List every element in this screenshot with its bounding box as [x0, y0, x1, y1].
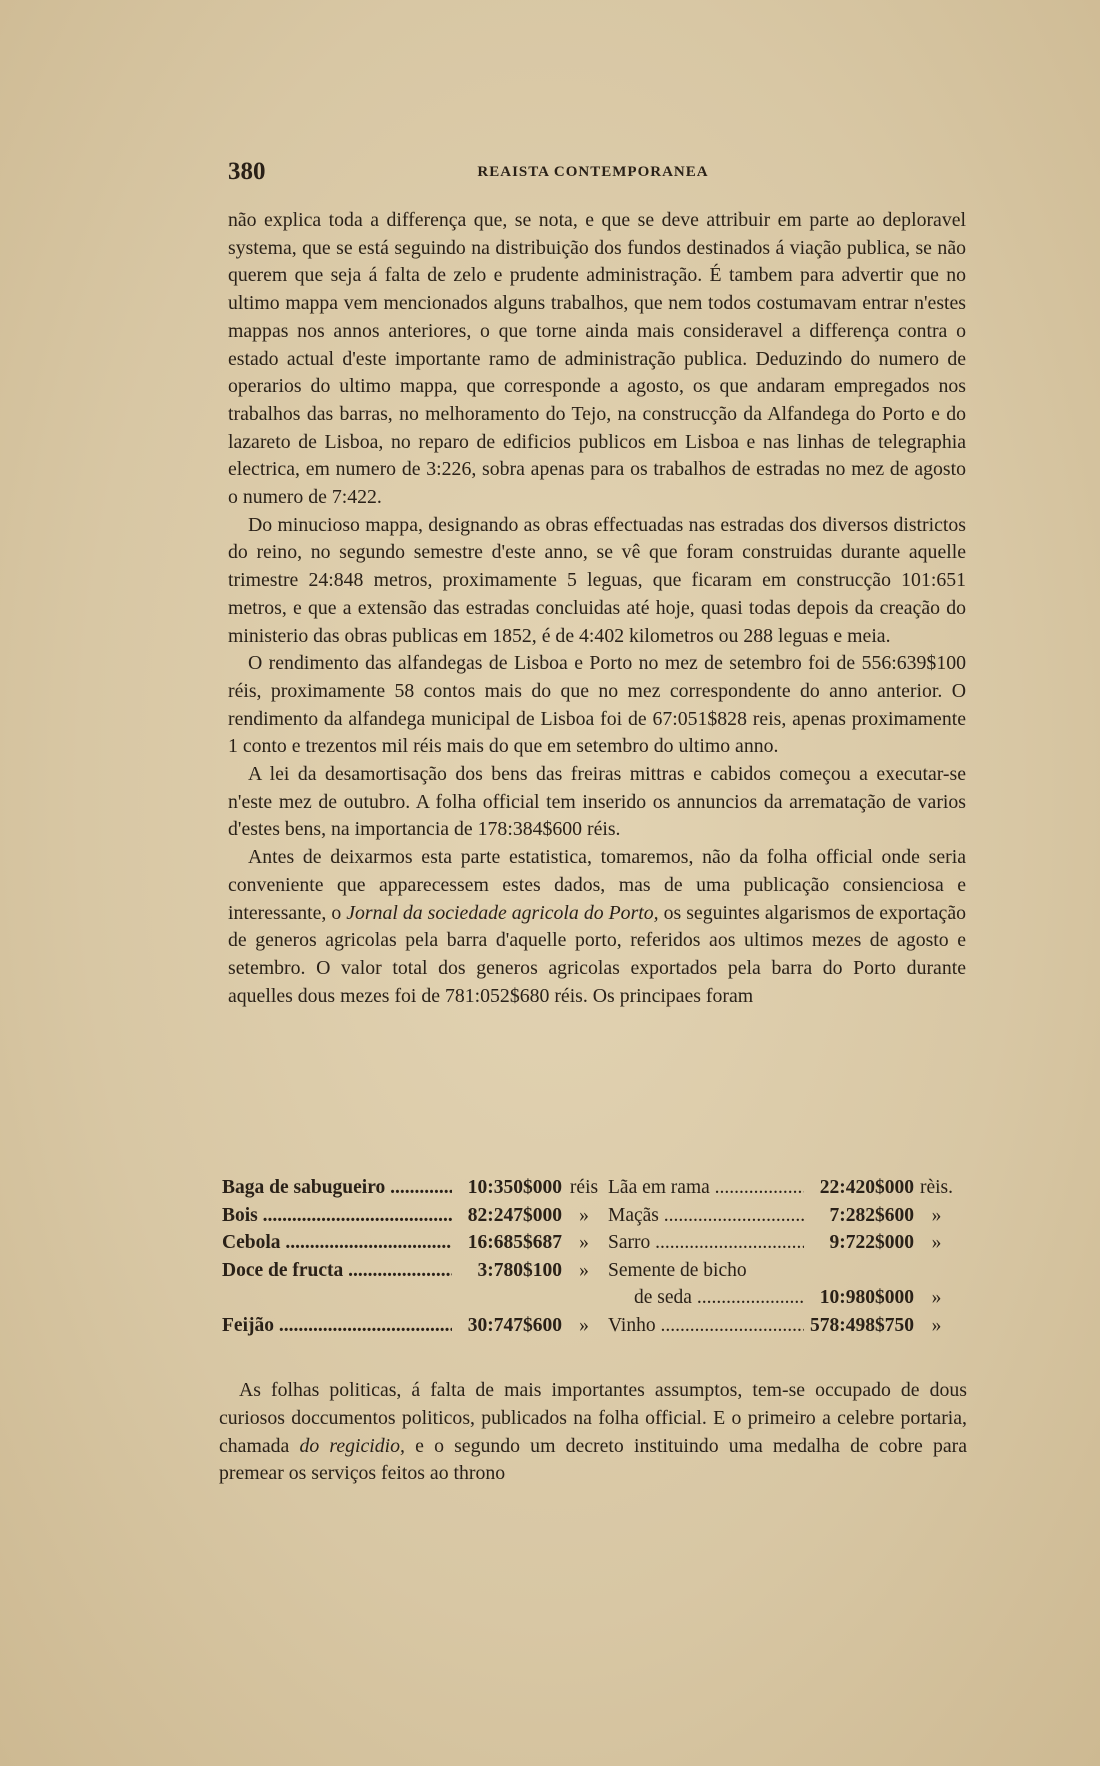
product-name: Feijão ..... [222, 1312, 452, 1340]
body-text [228, 207, 966, 1010]
table-row [222, 1284, 967, 1312]
product-value: 10:980$000 [819, 1287, 914, 1308]
unit: » [931, 1232, 942, 1253]
product-value: 578:498$750 [810, 1314, 914, 1336]
product-value: 7:282$600 [829, 1204, 914, 1226]
paragraph-text: e o segundo um decreto instituindo uma medalha de cobre para premear os serviços feitos ao throno [219, 1434, 968, 1485]
paragraph-politics [219, 1377, 967, 1488]
paragraph-text: os seguintes algarismos de exportação de generos agricolas pela barra d'aquelle porto, referidos aos ultimos mezes de agosto e setembro. O valor total dos generos agricolas exportados pela barra do Porto durante aquelles dous mezes foi de 781:052$680 réis. Os principaes foram [228, 901, 966, 1007]
product-value: 22:420$000 [819, 1177, 914, 1198]
table-row [222, 1229, 967, 1257]
product-name: Maçãs ..... [606, 1202, 804, 1230]
italic-term: do regicidio, [299, 1434, 405, 1457]
paragraph: Do minucioso mappa, designando as obras effectuadas nas estradas dos diversos districtos do reino, no segundo semestre d'este anno, se vê que foram construidas durante aquelle trimestre 24:848 metros, proximamente 5 leguas, que ficaram em construcção 101:651 metros, e que a extensão das estradas concluidas até hoje, quasi todas depois da creação do ministerio das obras publicas em 1852, é de 4:402 kilometros ou 288 leguas e meia. [228, 513, 966, 647]
unit: » [931, 1204, 942, 1226]
table-row [222, 1174, 967, 1202]
table-row [222, 1312, 967, 1340]
journal-title: Jornal da sociedade agricola do Porto, [346, 901, 659, 924]
product-name: Baga de sabugueiro ..... [222, 1174, 452, 1202]
product-name: Vinho ..... [606, 1312, 804, 1340]
product-value: 82:247$000 [467, 1204, 562, 1226]
product-value: 30:747$600 [467, 1314, 562, 1336]
unit: » [931, 1314, 942, 1336]
product-name: Doce de fructa ..... [222, 1257, 452, 1285]
unit: » [931, 1287, 942, 1308]
running-title: REAISTA CONTEMPORANEA [477, 164, 709, 180]
product-value: 9:722$000 [829, 1232, 914, 1253]
paragraph-text: Antes de deixarmos esta parte estatistica, tomaremos, não da folha official onde seria conveniente que apparecessem estes dados, mas de uma publicação consienciosa e interessante, o [228, 846, 966, 924]
product-name: Cebola ..... [222, 1229, 452, 1257]
tail-text [219, 1377, 967, 1488]
product-name: Lãa em rama ..... [606, 1174, 804, 1202]
page-header [228, 158, 958, 188]
product-name: Semente de bicho [608, 1259, 747, 1281]
paragraph-exports-intro [228, 844, 966, 1010]
unit [562, 1284, 606, 1312]
unit: » [579, 1232, 589, 1253]
product-name: de seda ..... [606, 1284, 804, 1312]
product-value [804, 1257, 914, 1285]
paragraph-text: As folhas politicas, á falta de mais importantes assumptos, tem-se occupado de dous curiosos doccumentos politicos, publicados na folha official. E o primeiro a celebre portaria, chamada [219, 1379, 967, 1457]
table-row [222, 1257, 967, 1285]
product-name: Bois ..... [222, 1202, 452, 1230]
product-value [452, 1284, 562, 1312]
page-number: 380 [228, 158, 266, 185]
product-name: Sarro ..... [606, 1229, 804, 1257]
unit [914, 1257, 959, 1285]
unit: rèis. [919, 1177, 954, 1198]
unit: » [579, 1314, 589, 1336]
paragraph: não explica toda a differença que, se nota, e que se deve attribuir em parte ao deploravel systema, que se está seguindo na distribuição dos fundos destinados á viação publica, se não querem que seja á falta de zelo e prudente administração. É tambem para advertir que no ultimo mappa vem mencionados alguns trabalhos, que nem todos costumavam entrar n'estes mappas nos annos anteriores, o que torne ainda mais consideravel a differença contra o estado actual d'este importante ramo de administração publica. Deduzindo do numero de operarios do ultimo mappa, que corresponde a agosto, os que andaram empregados nos trabalhos das barras, no melhoramento do Tejo, na construcção da Alfandega do Porto e do lazareto de Lisboa, no reparo de edificios publicos em Lisboa e nas linhas de telegraphia electrica, em numero de 3:226, sobra apenas para os trabalhos de estradas no mez de agosto o numero de 7:422. [228, 209, 966, 509]
product-value: 10:350$000 [467, 1177, 562, 1198]
paragraph: A lei da desamortisação dos bens das freiras mittras e cabidos começou a executar-se n'este mez de outubro. A folha official tem inserido os annuncios da arrematação de varios d'estes bens, na importancia de 178:384$600 réis. [228, 763, 966, 841]
paragraph: O rendimento das alfandegas de Lisboa e Porto no mez de setembro foi de 556:639$100 réis, proximamente 58 contos mais do que no mez correspondente do anno anterior. O rendimento da alfandega municipal de Lisboa foi de 67:051$828 reis, apenas proximamente 1 conto e trezentos mil réis mais do que em setembro do ultimo anno. [228, 652, 966, 758]
product-value: 3:780$100 [477, 1259, 562, 1281]
unit: réis [569, 1177, 599, 1198]
unit: » [579, 1259, 589, 1281]
product-value: 16:685$687 [467, 1232, 562, 1253]
table-row [222, 1202, 967, 1230]
unit: » [579, 1204, 589, 1226]
exports-table [222, 1174, 967, 1339]
